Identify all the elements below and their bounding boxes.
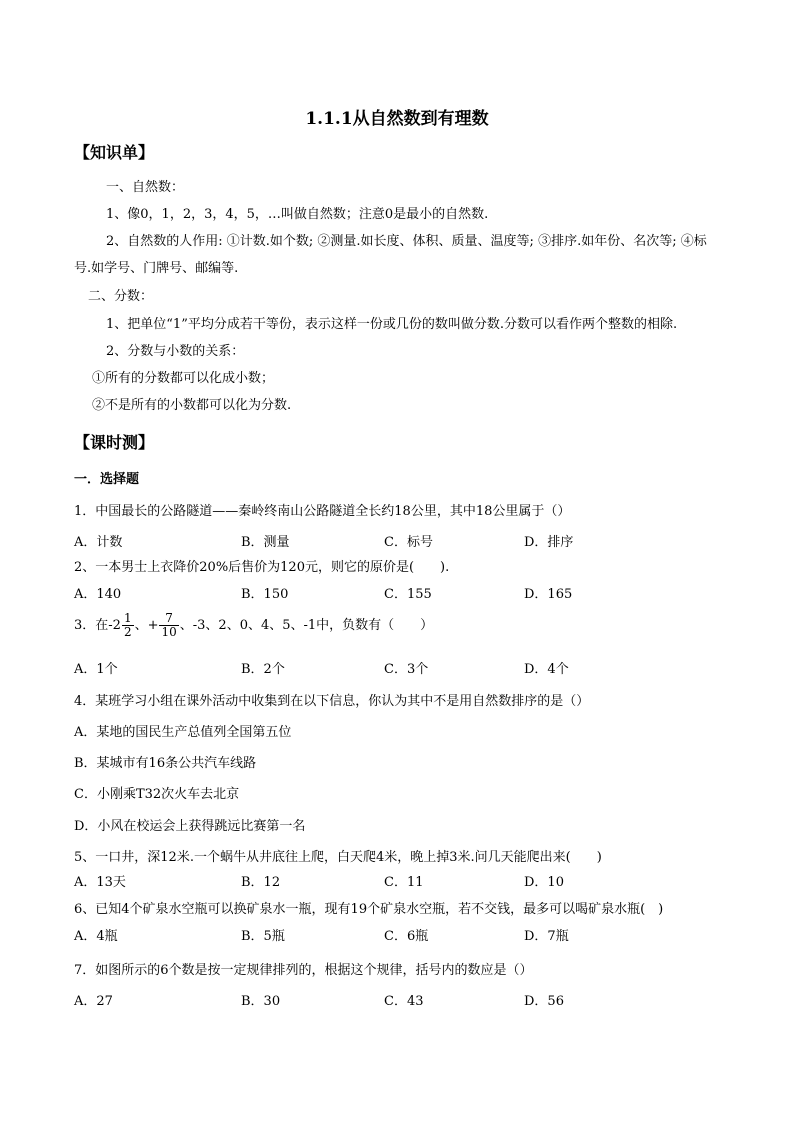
q3-fraction-1-numerator: 1 bbox=[123, 611, 132, 625]
knowledge-heading: 【知识单】 bbox=[74, 143, 155, 162]
section-title: 一．选择题 bbox=[74, 472, 140, 487]
q5-option-d: D．10 bbox=[524, 875, 564, 890]
q4-option-c: C．小刚乘T32次火车去北京 bbox=[74, 787, 240, 802]
question-2: 2、一本男士上衣降价20%后售价为120元，则它的原价是( ). bbox=[74, 560, 450, 575]
q7-option-a: A．27 bbox=[74, 994, 113, 1009]
knowledge-line-9: ②不是所有的小数都可以化为分数. bbox=[92, 398, 292, 413]
q3-fraction-1 bbox=[122, 612, 134, 639]
page-title: 1.1.1从自然数到有理数 bbox=[305, 109, 489, 129]
q6-option-c: C．6瓶 bbox=[384, 929, 429, 944]
q4-option-b: B．某城市有16条公共汽车线路 bbox=[74, 756, 257, 771]
knowledge-line-1: 一、自然数： bbox=[106, 180, 185, 195]
q4-option-d: D．小风在校运会上获得跳远比赛第一名 bbox=[74, 819, 306, 834]
test-heading: 【课时测】 bbox=[74, 433, 155, 452]
knowledge-line-2: 1、像0，1，2，3，4，5，…叫做自然数；注意0是最小的自然数. bbox=[106, 207, 489, 222]
q7-option-c: C．43 bbox=[384, 994, 424, 1009]
knowledge-line-8: ①所有的分数都可以化成小数； bbox=[92, 371, 275, 386]
knowledge-line-4: 号.如学号、门牌号、邮编等. bbox=[74, 261, 239, 276]
q3-mid: 、+ bbox=[134, 618, 159, 633]
question-5: 5、一口井，深12米.一个蜗牛从井底往上爬，白天爬4米，晚上掉3米.问几天能爬出来( ) bbox=[74, 850, 602, 865]
question-3 bbox=[74, 612, 433, 639]
q1-option-a: A．计数 bbox=[74, 535, 123, 550]
q2-option-c: C．155 bbox=[384, 587, 432, 602]
q1-option-c: C．标号 bbox=[384, 535, 433, 550]
knowledge-line-5: 二、分数： bbox=[88, 289, 154, 304]
q3-fraction-2 bbox=[159, 612, 178, 639]
q2-option-a: A．140 bbox=[74, 587, 122, 602]
q5-option-a: A．13天 bbox=[74, 875, 126, 890]
q3-option-a: A．1个 bbox=[74, 662, 118, 677]
knowledge-line-3: 2、自然数的人作用: ①计数.如个数; ②测量.如长度、体积、质量、温度等; ③排序.如年份、名次等; ④标 bbox=[106, 234, 707, 249]
q1-option-d: D．排序 bbox=[524, 535, 574, 550]
q7-option-b: B．30 bbox=[241, 994, 281, 1009]
q6-option-b: B．5瓶 bbox=[241, 929, 285, 944]
q3-option-b: B．2个 bbox=[241, 662, 285, 677]
q3-option-c: C．3个 bbox=[384, 662, 429, 677]
q7-option-d: D．56 bbox=[524, 994, 564, 1009]
q2-option-d: D．165 bbox=[524, 587, 573, 602]
q3-fraction-2-numerator: 7 bbox=[159, 612, 178, 626]
q1-option-b: B．测量 bbox=[241, 535, 290, 550]
q5-option-b: B．12 bbox=[241, 875, 281, 890]
question-6: 6、已知4个矿泉水空瓶可以换矿泉水一瓶，现有19个矿泉水空瓶，若不交钱，最多可以喝矿泉水瓶( ) bbox=[74, 902, 664, 917]
q3-suffix: 、-3、2、0、4、5、-1中，负数有（ ） bbox=[179, 618, 434, 633]
q3-prefix: 3．在-2 bbox=[74, 618, 121, 633]
q3-fraction-2-denominator: 10 bbox=[161, 625, 177, 639]
q4-option-a: A．某地的国民生产总值列全国第五位 bbox=[74, 725, 292, 740]
q3-option-d: D．4个 bbox=[524, 662, 569, 677]
q2-option-b: B．150 bbox=[241, 587, 289, 602]
question-1: 1．中国最长的公路隧道——秦岭终南山公路隧道全长约18公里，其中18公里属于（） bbox=[74, 504, 571, 519]
knowledge-line-6: 1、把单位“1”平均分成若干等份，表示这样一份或几份的数叫做分数.分数可以看作两个整数的相除. bbox=[106, 317, 678, 332]
q6-option-d: D．7瓶 bbox=[524, 929, 569, 944]
q6-option-a: A．4瓶 bbox=[74, 929, 118, 944]
q3-fraction-1-denominator: 2 bbox=[123, 625, 132, 639]
knowledge-line-7: 2、分数与小数的关系： bbox=[106, 344, 245, 359]
q5-option-c: C．11 bbox=[384, 875, 424, 890]
question-4: 4．某班学习小组在课外活动中收集到在以下信息，你认为其中不是用自然数排序的是（） bbox=[74, 694, 590, 709]
question-7: 7．如图所示的6个数是按一定规律排列的，根据这个规律，括号内的数应是（） bbox=[74, 963, 533, 978]
